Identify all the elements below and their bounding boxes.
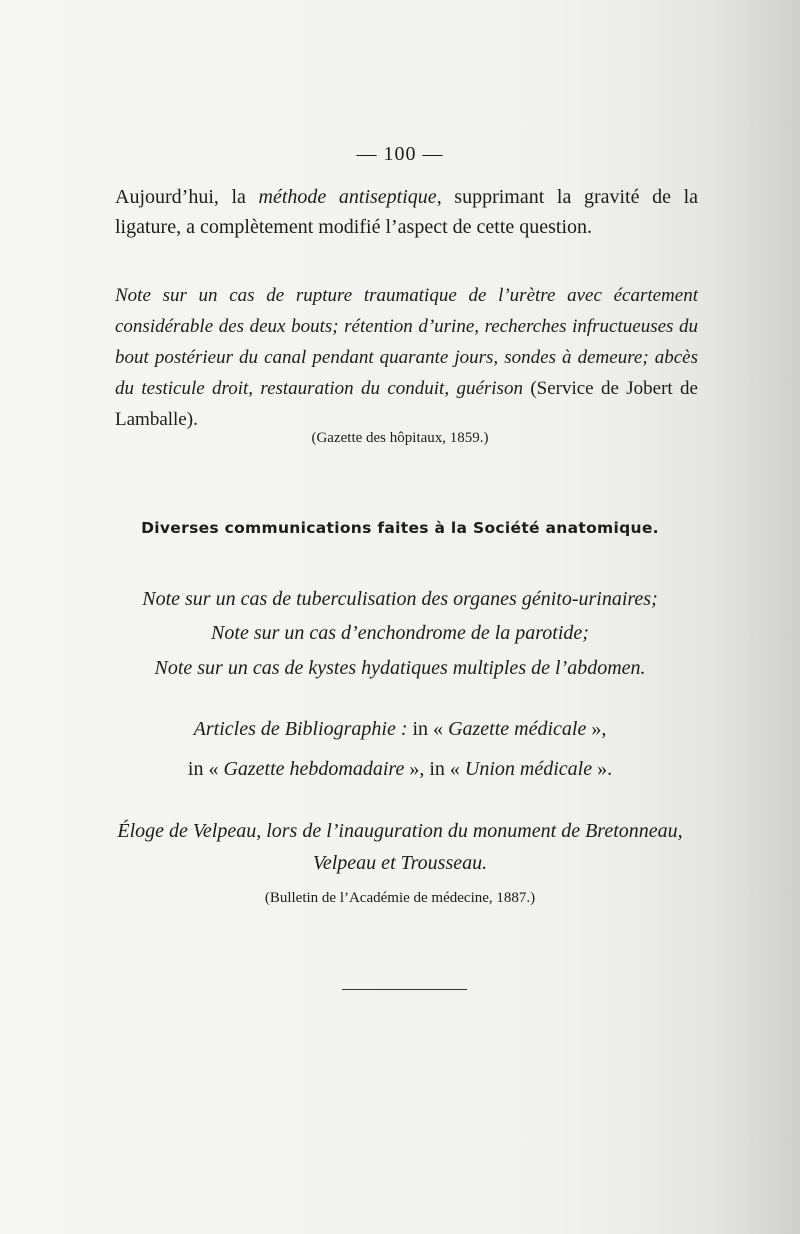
journal-gazette-medicale: Gazette médicale [448,718,587,740]
bibliography-line-2 [0,758,800,781]
bibliography-in-1: in « [407,718,449,740]
section-heading: Diverses communications faites à la Société anatomique. [141,519,659,537]
note-rupture-title: Note sur un cas de rupture traumatique de l’urètre avec écartement considérable des deux bouts; rétention d’urine, recherches infructueuses du bout postérieur du canal pendant quarante jours, sondes à demeure; abcès du testicule droit, restauration du conduit, guérison [115,285,698,399]
note-enchondrome: Note sur un cas d’enchondrome de la parotide; [211,622,589,644]
eloge-line-1: Éloge de Velpeau, lors de l’inauguration du monument de Bretonneau, [117,820,683,842]
bibliography-close-2: ». [592,758,613,780]
intro-emphasis: méthode antiseptique [258,186,437,208]
note-rupture-service: (Service de Jobert de Lamballe). [115,378,698,430]
bibliography-line-1 [0,718,800,741]
page-number: — 100 — [356,143,444,165]
bibliography-close-1: », [586,718,607,740]
bibliography-mid: », in « [404,758,465,780]
intro-paragraph [115,182,698,242]
source-bulletin-academie: (Bulletin de l’Académie de médecine, 1887.) [264,890,536,906]
journal-gazette-hebdomadaire: Gazette hebdomadaire [223,758,405,780]
eloge-line-2: Velpeau et Trousseau. [312,852,488,874]
intro-text-start: Aujourd’hui, la [115,186,259,208]
note-tuberculisation: Note sur un cas de tuberculisation des organes génito-urinaires; [142,588,658,610]
source-gazette-hopitaux: (Gazette des hôpitaux, 1859.) [311,430,489,446]
journal-union-medicale: Union médicale [464,758,593,780]
bibliography-in-2: in « [187,758,224,780]
bibliography-label: Articles de Bibliographie : [193,718,408,740]
intro-text-end: , supprimant la gravité de la ligature, a complètement modifié l’aspect de cette question. [115,186,699,238]
note-kystes: Note sur un cas de kystes hydatiques multiples de l’abdomen. [154,657,646,679]
note-rupture-uretre [115,280,698,435]
closing-rule [342,989,467,990]
